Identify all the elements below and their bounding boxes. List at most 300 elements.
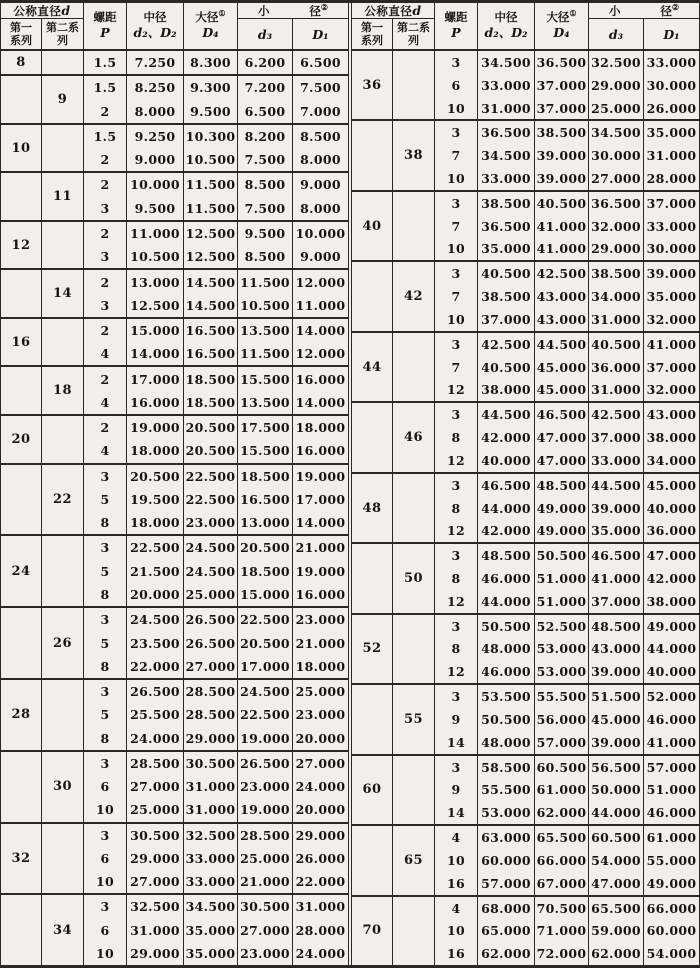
minor-d3-value: 8.500: [237, 245, 292, 268]
pitch-diameter-value: 33.000: [477, 167, 534, 190]
pitch-value: 10: [434, 849, 477, 872]
pitch-diameter-value: 38.000: [477, 379, 534, 402]
minor-d3-value: 39.000: [588, 731, 643, 754]
major-diameter-value: 67.000: [534, 872, 588, 895]
major-diameter-value: 37.000: [534, 97, 588, 120]
minor-D1-value: 24.000: [292, 775, 348, 798]
col-header-pitch-diameter: [477, 3, 534, 49]
major-diameter-value: 27.000: [183, 655, 237, 678]
series1-diameter-value: [1, 752, 41, 822]
pitch-diameter-value: 19.000: [126, 416, 183, 439]
minor-D1-value: 66.000: [643, 897, 699, 920]
pitch-diameter-value: 48.000: [477, 638, 534, 661]
size-group: [352, 615, 699, 685]
pitch-diameter-label: 中径: [494, 10, 518, 25]
minor-d3-value: 6.200: [237, 51, 292, 74]
pitch-value: 2: [83, 222, 126, 245]
minor-d3-value: 34.000: [588, 285, 643, 308]
minor-D1-value: 51.000: [643, 779, 699, 802]
minor-D1-value: 16.000: [292, 367, 348, 390]
pitch-diameter-value: 42.000: [477, 426, 534, 449]
minor-D1-value: 52.000: [643, 685, 699, 708]
pitch-diameter-value: 40.500: [477, 262, 534, 285]
minor-D1-value: 6.500: [292, 51, 348, 74]
major-diameter-value: 28.500: [183, 703, 237, 726]
pitch-diameter-value: 10.500: [126, 245, 183, 268]
minor-diameter-label-right: 径②: [660, 1, 680, 18]
minor-D1-value: 33.000: [643, 51, 699, 74]
pitch-diameter-value: 21.500: [126, 560, 183, 583]
major-diameter-value: 39.000: [534, 144, 588, 167]
pitch-value: 1.5: [83, 76, 126, 99]
major-diameter-value: 47.000: [534, 426, 588, 449]
minor-D1-value: 20.000: [292, 798, 348, 821]
minor-D1-value: 8.500: [292, 125, 348, 148]
minor-d3-value: 59.000: [588, 919, 643, 942]
series2-diameter-value: 34: [41, 895, 83, 965]
pitch-diameter-value: 15.000: [126, 319, 183, 342]
col-header-major-diameter: [183, 3, 237, 49]
pitch-diameter-value: 8.000: [126, 100, 183, 123]
major-diameter-value: 48.500: [534, 474, 588, 497]
col-header-series2: 第二系列: [41, 19, 83, 49]
series1-diameter-value: 32: [11, 850, 31, 866]
pitch-value: 10: [434, 919, 477, 942]
pitch-diameter-value: 23.500: [126, 631, 183, 654]
pitch-diameter-value: 9.250: [126, 125, 183, 148]
pitch-diameter-value: 53.500: [477, 685, 534, 708]
pitch-diameter-value: 44.500: [477, 403, 534, 426]
minor-d3-value: 25.000: [588, 97, 643, 120]
major-diameter-value: 9.300: [183, 76, 237, 99]
major-diameter-value: 42.500: [534, 262, 588, 285]
series2-diameter-value: [392, 756, 434, 824]
major-diameter-value: 38.500: [534, 121, 588, 144]
pitch-value: 2: [83, 100, 126, 123]
minor-d3-value: 23.000: [237, 775, 292, 798]
minor-D1-value: 33.000: [643, 215, 699, 238]
pitch-diameter-value: 28.500: [126, 752, 183, 775]
size-group: [1, 51, 348, 76]
col-header-d3: d₃: [237, 19, 292, 49]
minor-D1-value: 14.000: [292, 511, 348, 534]
pitch-value: 14: [434, 801, 477, 824]
pitch-diameter-value: 68.000: [477, 897, 534, 920]
pitch-diameter-value: 11.000: [126, 222, 183, 245]
minor-D1-value: 17.000: [292, 488, 348, 511]
series2-diameter-value: 42: [392, 262, 434, 330]
size-group: [1, 465, 348, 537]
minor-D1-value: 20.000: [292, 726, 348, 749]
major-diameter-value: 53.000: [534, 638, 588, 661]
pitch-diameter-symbol: d₂、D₂: [484, 25, 528, 41]
size-group: [1, 270, 348, 319]
pitch-diameter-value: 18.000: [126, 439, 183, 462]
pitch-symbol: P: [100, 25, 110, 41]
minor-d3-value: 51.500: [588, 685, 643, 708]
pitch-value: 3: [83, 536, 126, 559]
minor-d3-value: 45.000: [588, 708, 643, 731]
major-diameter-value: 60.500: [534, 756, 588, 779]
pitch-diameter-value: 8.250: [126, 76, 183, 99]
major-diameter-footnote: ①: [569, 8, 577, 19]
minor-D1-value: 7.500: [292, 76, 348, 99]
pitch-diameter-value: 31.000: [477, 97, 534, 120]
major-diameter-value: 45.000: [534, 379, 588, 402]
minor-D1-value: 23.000: [292, 608, 348, 631]
pitch-diameter-value: 9.000: [126, 148, 183, 171]
pitch-value: 3: [434, 333, 477, 356]
pitch-value: 1.5: [83, 125, 126, 148]
series2-diameter-value: 22: [41, 465, 83, 535]
minor-d3-value: 32.000: [588, 215, 643, 238]
pitch-diameter-value: 18.000: [126, 511, 183, 534]
minor-D1-value: 40.000: [643, 660, 699, 683]
minor-D1-value: 32.000: [643, 379, 699, 402]
pitch-diameter-value: 46.000: [477, 660, 534, 683]
size-group: [1, 752, 348, 824]
minor-d3-value: 32.500: [588, 51, 643, 74]
pitch-diameter-value: 57.000: [477, 872, 534, 895]
minor-d3-value: 41.000: [588, 567, 643, 590]
minor-D1-value: 25.000: [292, 680, 348, 703]
minor-D1-value: 43.000: [643, 403, 699, 426]
minor-d3-value: 33.000: [588, 449, 643, 472]
pitch-value: 8: [434, 638, 477, 661]
size-group: [1, 416, 348, 465]
major-diameter-footnote: ①: [218, 8, 226, 19]
pitch-diameter-value: 42.000: [477, 519, 534, 542]
minor-D1-value: 21.000: [292, 631, 348, 654]
minor-D1-value: 23.000: [292, 703, 348, 726]
minor-d3-value: 6.500: [237, 100, 292, 123]
minor-d3-value: 37.000: [588, 426, 643, 449]
size-group: [352, 333, 699, 403]
pitch-diameter-value: 29.000: [126, 847, 183, 870]
series2-diameter-value: [392, 192, 434, 260]
pitch-diameter-value: 58.500: [477, 756, 534, 779]
pitch-diameter-value: 20.500: [126, 465, 183, 488]
series1-diameter-value: 20: [11, 431, 31, 447]
pitch-diameter-value: 63.000: [477, 826, 534, 849]
table-right-body: [352, 51, 699, 965]
series1-diameter-value: [352, 685, 392, 753]
size-group: [352, 474, 699, 544]
minor-d3-value: 17.000: [237, 655, 292, 678]
pitch-diameter-value: 40.000: [477, 449, 534, 472]
minor-d3-value: 36.000: [588, 356, 643, 379]
pitch-value: 3: [83, 197, 126, 220]
size-group: [1, 680, 348, 752]
pitch-value: 3: [83, 608, 126, 631]
size-group: [352, 262, 699, 332]
major-diameter-value: 43.000: [534, 285, 588, 308]
pitch-value: 10: [434, 308, 477, 331]
size-group: [1, 608, 348, 680]
minor-d3-value: 38.500: [588, 262, 643, 285]
minor-d3-value: 20.500: [237, 631, 292, 654]
pitch-value: 3: [434, 403, 477, 426]
minor-d3-value: 37.000: [588, 590, 643, 613]
series1-diameter-value: [1, 895, 41, 965]
pitch-value: 2: [83, 416, 126, 439]
major-diameter-value: 30.500: [183, 752, 237, 775]
col-header-major-diameter: [534, 3, 588, 49]
pitch-diameter-value: 37.000: [477, 308, 534, 331]
major-diameter-value: 11.500: [183, 197, 237, 220]
col-header-series1: 第一系列: [361, 20, 383, 47]
major-diameter-value: 35.000: [183, 942, 237, 965]
pitch-value: 7: [434, 285, 477, 308]
pitch-diameter-value: 50.500: [477, 615, 534, 638]
minor-d3-value: 13.500: [237, 391, 292, 414]
pitch-diameter-value: 14.000: [126, 342, 183, 365]
pitch-diameter-value: 55.500: [477, 779, 534, 802]
major-diameter-value: 14.500: [183, 270, 237, 293]
pitch-diameter-value: 36.500: [477, 121, 534, 144]
pitch-diameter-value: 33.000: [477, 74, 534, 97]
pitch-diameter-value: 38.500: [477, 285, 534, 308]
size-group: [1, 222, 348, 271]
minor-D1-value: 30.000: [643, 74, 699, 97]
minor-D1-value: 31.000: [292, 895, 348, 918]
pitch-diameter-value: 9.500: [126, 197, 183, 220]
minor-D1-value: 35.000: [643, 121, 699, 144]
major-diameter-value: 10.300: [183, 125, 237, 148]
minor-d3-value: 19.000: [237, 726, 292, 749]
minor-D1-value: 55.000: [643, 849, 699, 872]
major-diameter-value: 16.500: [183, 342, 237, 365]
series1-diameter-value: [352, 544, 392, 612]
minor-d3-value: 60.500: [588, 826, 643, 849]
series1-diameter-value: [1, 465, 41, 535]
minor-d3-value: 25.000: [237, 847, 292, 870]
minor-D1-value: 47.000: [643, 544, 699, 567]
major-diameter-symbol: D₄: [202, 25, 219, 41]
pitch-diameter-value: 44.000: [477, 590, 534, 613]
pitch-value: 8: [83, 511, 126, 534]
minor-d3-value: 29.000: [588, 74, 643, 97]
minor-D1-value: 24.000: [292, 942, 348, 965]
pitch-value: 10: [83, 942, 126, 965]
major-diameter-value: 34.500: [183, 895, 237, 918]
minor-D1-value: 38.000: [643, 426, 699, 449]
pitch-diameter-value: 26.500: [126, 680, 183, 703]
pitch-diameter-value: 24.500: [126, 608, 183, 631]
pitch-value: 3: [83, 245, 126, 268]
pitch-diameter-value: 24.000: [126, 726, 183, 749]
pitch-value: 6: [83, 847, 126, 870]
series2-diameter-value: [41, 824, 83, 894]
pitch-value: 8: [434, 567, 477, 590]
minor-d3-value: 18.500: [237, 560, 292, 583]
minor-d3-value: 15.500: [237, 367, 292, 390]
major-diameter-value: 70.500: [534, 897, 588, 920]
minor-d3-value: 44.000: [588, 801, 643, 824]
series1-diameter-value: [1, 608, 41, 678]
minor-D1-value: 21.000: [292, 536, 348, 559]
size-group: [1, 173, 348, 222]
pitch-value: 1.5: [83, 51, 126, 74]
major-diameter-value: 12.500: [183, 222, 237, 245]
pitch-value: 14: [434, 731, 477, 754]
minor-d3-value: 31.000: [588, 308, 643, 331]
minor-d3-value: 21.000: [237, 870, 292, 893]
series2-diameter-value: 46: [392, 403, 434, 471]
major-diameter-value: 51.000: [534, 590, 588, 613]
major-diameter-value: 66.000: [534, 849, 588, 872]
major-diameter-value: 46.500: [534, 403, 588, 426]
minor-d3-value: 13.500: [237, 319, 292, 342]
minor-d3-value: 29.000: [588, 238, 643, 261]
pitch-diameter-value: 13.000: [126, 270, 183, 293]
major-diameter-value: 71.000: [534, 919, 588, 942]
major-diameter-value: 26.500: [183, 631, 237, 654]
minor-D1-value: 36.000: [643, 519, 699, 542]
pitch-value: 10: [434, 167, 477, 190]
minor-d3-value: 47.000: [588, 872, 643, 895]
pitch-diameter-value: 44.000: [477, 497, 534, 520]
major-diameter-value: 41.000: [534, 215, 588, 238]
pitch-diameter-value: 19.500: [126, 488, 183, 511]
pitch-value: 7: [434, 144, 477, 167]
minor-D1-value: 12.000: [292, 342, 348, 365]
major-diameter-value: 8.300: [183, 51, 237, 74]
minor-d3-value: 39.000: [588, 497, 643, 520]
minor-d3-value: 27.000: [237, 919, 292, 942]
pitch-diameter-value: 20.000: [126, 583, 183, 606]
minor-d3-value: 50.000: [588, 779, 643, 802]
major-diameter-value: 36.500: [534, 51, 588, 74]
pitch-value: 8: [434, 426, 477, 449]
minor-d3-value: 13.000: [237, 511, 292, 534]
minor-D1-value: 14.000: [292, 319, 348, 342]
minor-D1-value: 32.000: [643, 308, 699, 331]
size-group: [1, 895, 348, 965]
pitch-diameter-value: 46.500: [477, 474, 534, 497]
major-diameter-value: 20.500: [183, 439, 237, 462]
major-diameter-value: 32.500: [183, 824, 237, 847]
size-group: [352, 544, 699, 614]
minor-D1-value: 18.000: [292, 655, 348, 678]
minor-D1-value: 8.000: [292, 197, 348, 220]
minor-d3-value: 16.500: [237, 488, 292, 511]
minor-diameter-label-right: 径②: [309, 1, 329, 18]
col-header-minor-diameter: [588, 3, 699, 19]
major-diameter-value: 45.000: [534, 356, 588, 379]
major-diameter-value: 56.000: [534, 708, 588, 731]
major-diameter-value: 50.500: [534, 544, 588, 567]
series2-diameter-value: 9: [41, 76, 83, 123]
col-header-series2: 第二系列: [392, 19, 434, 49]
minor-D1-value: 19.000: [292, 560, 348, 583]
minor-D1-value: 27.000: [292, 752, 348, 775]
series2-diameter-value: [41, 125, 83, 172]
table-left-body: [1, 51, 348, 965]
major-diameter-value: 18.500: [183, 367, 237, 390]
pitch-value: 4: [83, 342, 126, 365]
minor-D1-value: 46.000: [643, 801, 699, 824]
major-diameter-value: 72.000: [534, 942, 588, 965]
pitch-value: 3: [83, 680, 126, 703]
col-header-pitch: [83, 3, 126, 49]
series1-diameter-value: [352, 826, 392, 894]
pitch-value: 3: [434, 756, 477, 779]
col-header-nominal-diameter: [1, 3, 83, 19]
minor-d3-value: 34.500: [588, 121, 643, 144]
major-diameter-value: 49.000: [534, 497, 588, 520]
pitch-diameter-value: 34.500: [477, 51, 534, 74]
series1-diameter-value: 24: [11, 563, 31, 579]
pitch-value: 16: [434, 942, 477, 965]
pitch-diameter-value: 50.500: [477, 708, 534, 731]
series2-diameter-value: 26: [41, 608, 83, 678]
minor-D1-value: 49.000: [643, 872, 699, 895]
pitch-value: 12: [434, 449, 477, 472]
minor-d3-value: 22.500: [237, 703, 292, 726]
minor-D1-value: 30.000: [643, 238, 699, 261]
minor-D1-value: 41.000: [643, 731, 699, 754]
pitch-value: 6: [83, 775, 126, 798]
size-group: [1, 367, 348, 416]
minor-D1-value: 29.000: [292, 824, 348, 847]
series1-diameter-value: 12: [11, 237, 31, 253]
minor-D1-value: 9.000: [292, 173, 348, 196]
minor-D1-value: 34.000: [643, 449, 699, 472]
minor-d3-value: 65.500: [588, 897, 643, 920]
pitch-diameter-value: 25.500: [126, 703, 183, 726]
pitch-value: 8: [83, 726, 126, 749]
col-header-pitch-diameter: [126, 3, 183, 49]
major-diameter-value: 11.500: [183, 173, 237, 196]
minor-d3-value: 15.500: [237, 439, 292, 462]
series1-diameter-value: 28: [11, 707, 31, 723]
major-diameter-value: 41.000: [534, 238, 588, 261]
major-diameter-value: 25.000: [183, 583, 237, 606]
pitch-diameter-value: 36.500: [477, 215, 534, 238]
major-diameter-value: 55.500: [534, 685, 588, 708]
minor-d3-value: 7.500: [237, 148, 292, 171]
minor-d3-value: 54.000: [588, 849, 643, 872]
pitch-value: 9: [434, 708, 477, 731]
pitch-value: 2: [83, 270, 126, 293]
pitch-value: 3: [434, 121, 477, 144]
pitch-diameter-value: 27.000: [126, 775, 183, 798]
col-header-D1: D₁: [643, 19, 699, 49]
major-diameter-value: 22.500: [183, 465, 237, 488]
pitch-value: 3: [83, 294, 126, 317]
minor-d3-value: 7.500: [237, 197, 292, 220]
major-diameter-value: 65.500: [534, 826, 588, 849]
nominal-diameter-symbol: d: [61, 3, 71, 18]
table-left-header: [1, 3, 348, 51]
minor-d3-value: 28.500: [237, 824, 292, 847]
series2-diameter-value: [392, 333, 434, 401]
minor-D1-value: 14.000: [292, 391, 348, 414]
pitch-diameter-value: 25.000: [126, 798, 183, 821]
major-diameter-label: 大径①: [195, 8, 226, 25]
minor-d3-value: 11.500: [237, 270, 292, 293]
minor-D1-value: 37.000: [643, 356, 699, 379]
series2-diameter-value: [41, 416, 83, 463]
pitch-diameter-value: 12.500: [126, 294, 183, 317]
minor-D1-value: 28.000: [643, 167, 699, 190]
minor-D1-value: 41.000: [643, 333, 699, 356]
pitch-value: 3: [434, 474, 477, 497]
table-right: [352, 3, 700, 965]
major-diameter-value: 52.500: [534, 615, 588, 638]
series2-diameter-value: [392, 474, 434, 542]
